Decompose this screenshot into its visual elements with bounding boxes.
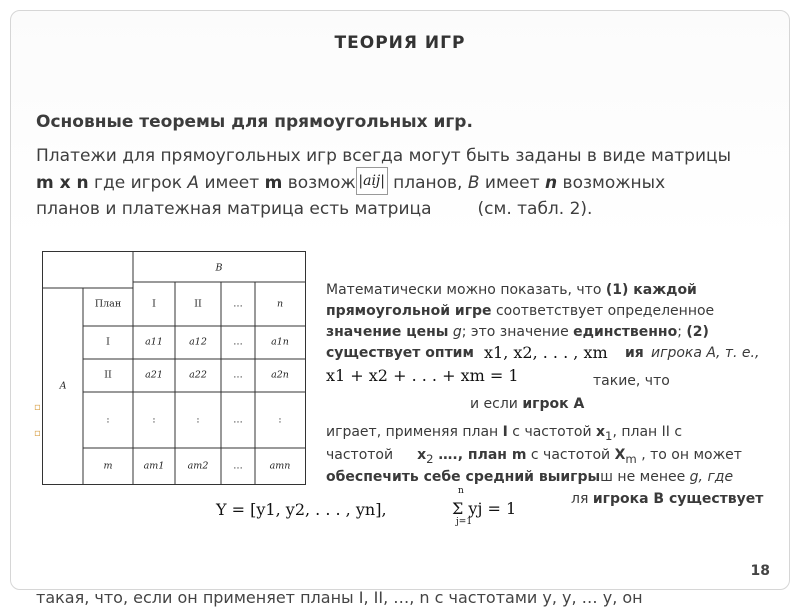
text: игрока А, т. е.,	[651, 345, 760, 361]
para-line1: Платежи для прямоугольных игр всегда могут быть заданы в виде матрицы	[36, 146, 731, 166]
table-col-header: План	[94, 298, 122, 310]
text: m	[511, 447, 527, 463]
text: m	[625, 451, 637, 466]
sum-upper-limit: n	[458, 486, 464, 496]
text: g, где	[689, 469, 734, 485]
equation-y-vector: Y = [y1, y2, . . . , yn],	[210, 492, 393, 536]
sum-expression: Σ yj = 1	[452, 499, 517, 518]
text: обеспечить себе средний выигры	[326, 469, 601, 485]
text: , план II с	[612, 424, 683, 440]
table-col-header: …	[233, 298, 243, 310]
table-ref: (см. табл. 2).	[477, 199, 593, 219]
text: ия	[625, 345, 644, 361]
player-b: B	[467, 173, 480, 193]
text: соответствует определенное	[491, 303, 715, 319]
table-col-header: I	[152, 298, 156, 310]
table-cell: m	[103, 460, 113, 472]
table-cell: …	[233, 460, 243, 472]
table-cell: a2n	[271, 369, 289, 381]
text: играет, применяя план	[326, 424, 503, 440]
right-text-line	[326, 469, 733, 485]
text: с частотой	[526, 447, 615, 463]
para-text: где игрок	[88, 173, 188, 193]
matrix-symbol: |aij|	[356, 167, 388, 195]
table-cell: …	[233, 369, 243, 381]
intro-paragraph	[36, 144, 776, 222]
right-text-line: такие, что	[593, 373, 670, 389]
para-text: возможных	[557, 173, 666, 193]
table-cell: a22	[189, 369, 207, 381]
bullet-icon: ▫	[34, 428, 41, 439]
slide-title: ТЕОРИЯ ИГР	[334, 33, 466, 53]
table-cell: a1n	[271, 336, 289, 348]
para-text: имеет	[479, 173, 546, 193]
text: существует оптим	[326, 345, 474, 361]
slide-number: 18	[750, 563, 770, 579]
text: (2)	[686, 324, 709, 340]
table-cell: …	[233, 414, 243, 426]
player-a: A	[187, 173, 200, 193]
table-cell: I	[106, 336, 110, 348]
text: 2	[426, 451, 434, 466]
text: частотой	[326, 447, 394, 463]
right-text-line	[470, 396, 584, 412]
sum-lower-limit: j=1	[456, 517, 473, 527]
table-cell: am1	[143, 460, 165, 472]
text: ш не менее	[600, 469, 690, 485]
text: 1	[605, 428, 613, 443]
text: прямоугольной игре	[326, 303, 492, 319]
table-cell: a11	[145, 336, 163, 348]
text: игрока В существует	[592, 491, 764, 507]
bullet-icon: ▫	[34, 402, 41, 413]
table-cell: :	[152, 414, 156, 426]
table-row-header-a: A	[59, 380, 67, 392]
table-cell: II	[104, 369, 112, 381]
text: , то он может	[636, 447, 742, 463]
right-text-line	[651, 345, 759, 361]
cropped-bottom-line: такая, что, если он применяет планы I, II, …, n с частотами y, y, … y, он	[36, 588, 643, 607]
para-text: возмож	[282, 173, 356, 193]
right-text-line	[326, 345, 474, 361]
table-cell: :	[196, 414, 200, 426]
right-text-line	[571, 491, 763, 507]
table-cell: am2	[187, 460, 209, 472]
text: ;	[677, 324, 687, 340]
text: x	[417, 447, 427, 463]
right-text-line	[326, 282, 697, 298]
table-cell: :	[106, 414, 110, 426]
text: X	[614, 447, 626, 463]
para-text: планов,	[387, 173, 468, 193]
table-cell: a12	[189, 336, 207, 348]
right-text-line	[326, 447, 742, 466]
right-text-line	[326, 324, 709, 340]
table-cell: a21	[145, 369, 163, 381]
n-label: n	[545, 173, 558, 193]
text: ; это значение	[461, 324, 574, 340]
text: игрок А	[522, 396, 585, 412]
text: и если	[470, 396, 523, 412]
text: x	[596, 424, 606, 440]
table-header-b: B	[215, 262, 223, 274]
table-col-header: II	[194, 298, 202, 310]
text: с частотой	[507, 424, 596, 440]
text: …., план	[433, 447, 512, 463]
table-grid-lines	[43, 252, 305, 484]
text: значение цены	[326, 324, 449, 340]
text: единственно	[573, 324, 678, 340]
right-text-line	[625, 345, 644, 361]
equation-x-vector: x1, x2, . . . , xm	[484, 343, 608, 362]
right-text-line	[326, 424, 682, 443]
text: g	[448, 324, 462, 340]
equation-y-sum	[448, 486, 566, 530]
right-text-line	[326, 303, 714, 319]
para-text: имеет	[199, 173, 265, 193]
text: (1) каждой	[605, 282, 697, 298]
table-cell: :	[278, 414, 282, 426]
m-label: m	[264, 173, 283, 193]
text: I	[502, 424, 508, 440]
table-cell: …	[233, 336, 243, 348]
section-heading: Основные теоремы для прямоугольных игр.	[36, 112, 473, 132]
text: Математически можно показать, что	[326, 282, 606, 298]
text: ля	[571, 491, 593, 507]
table-col-header: n	[276, 298, 284, 310]
para-line4: планов и платежная матрица есть матрица	[36, 199, 432, 219]
table-cell: amn	[269, 460, 291, 472]
payoff-matrix-table	[42, 251, 306, 485]
mxn-label: m x n	[36, 173, 89, 193]
equation-x-sum: x1 + x2 + . . . + xm = 1	[326, 366, 519, 385]
